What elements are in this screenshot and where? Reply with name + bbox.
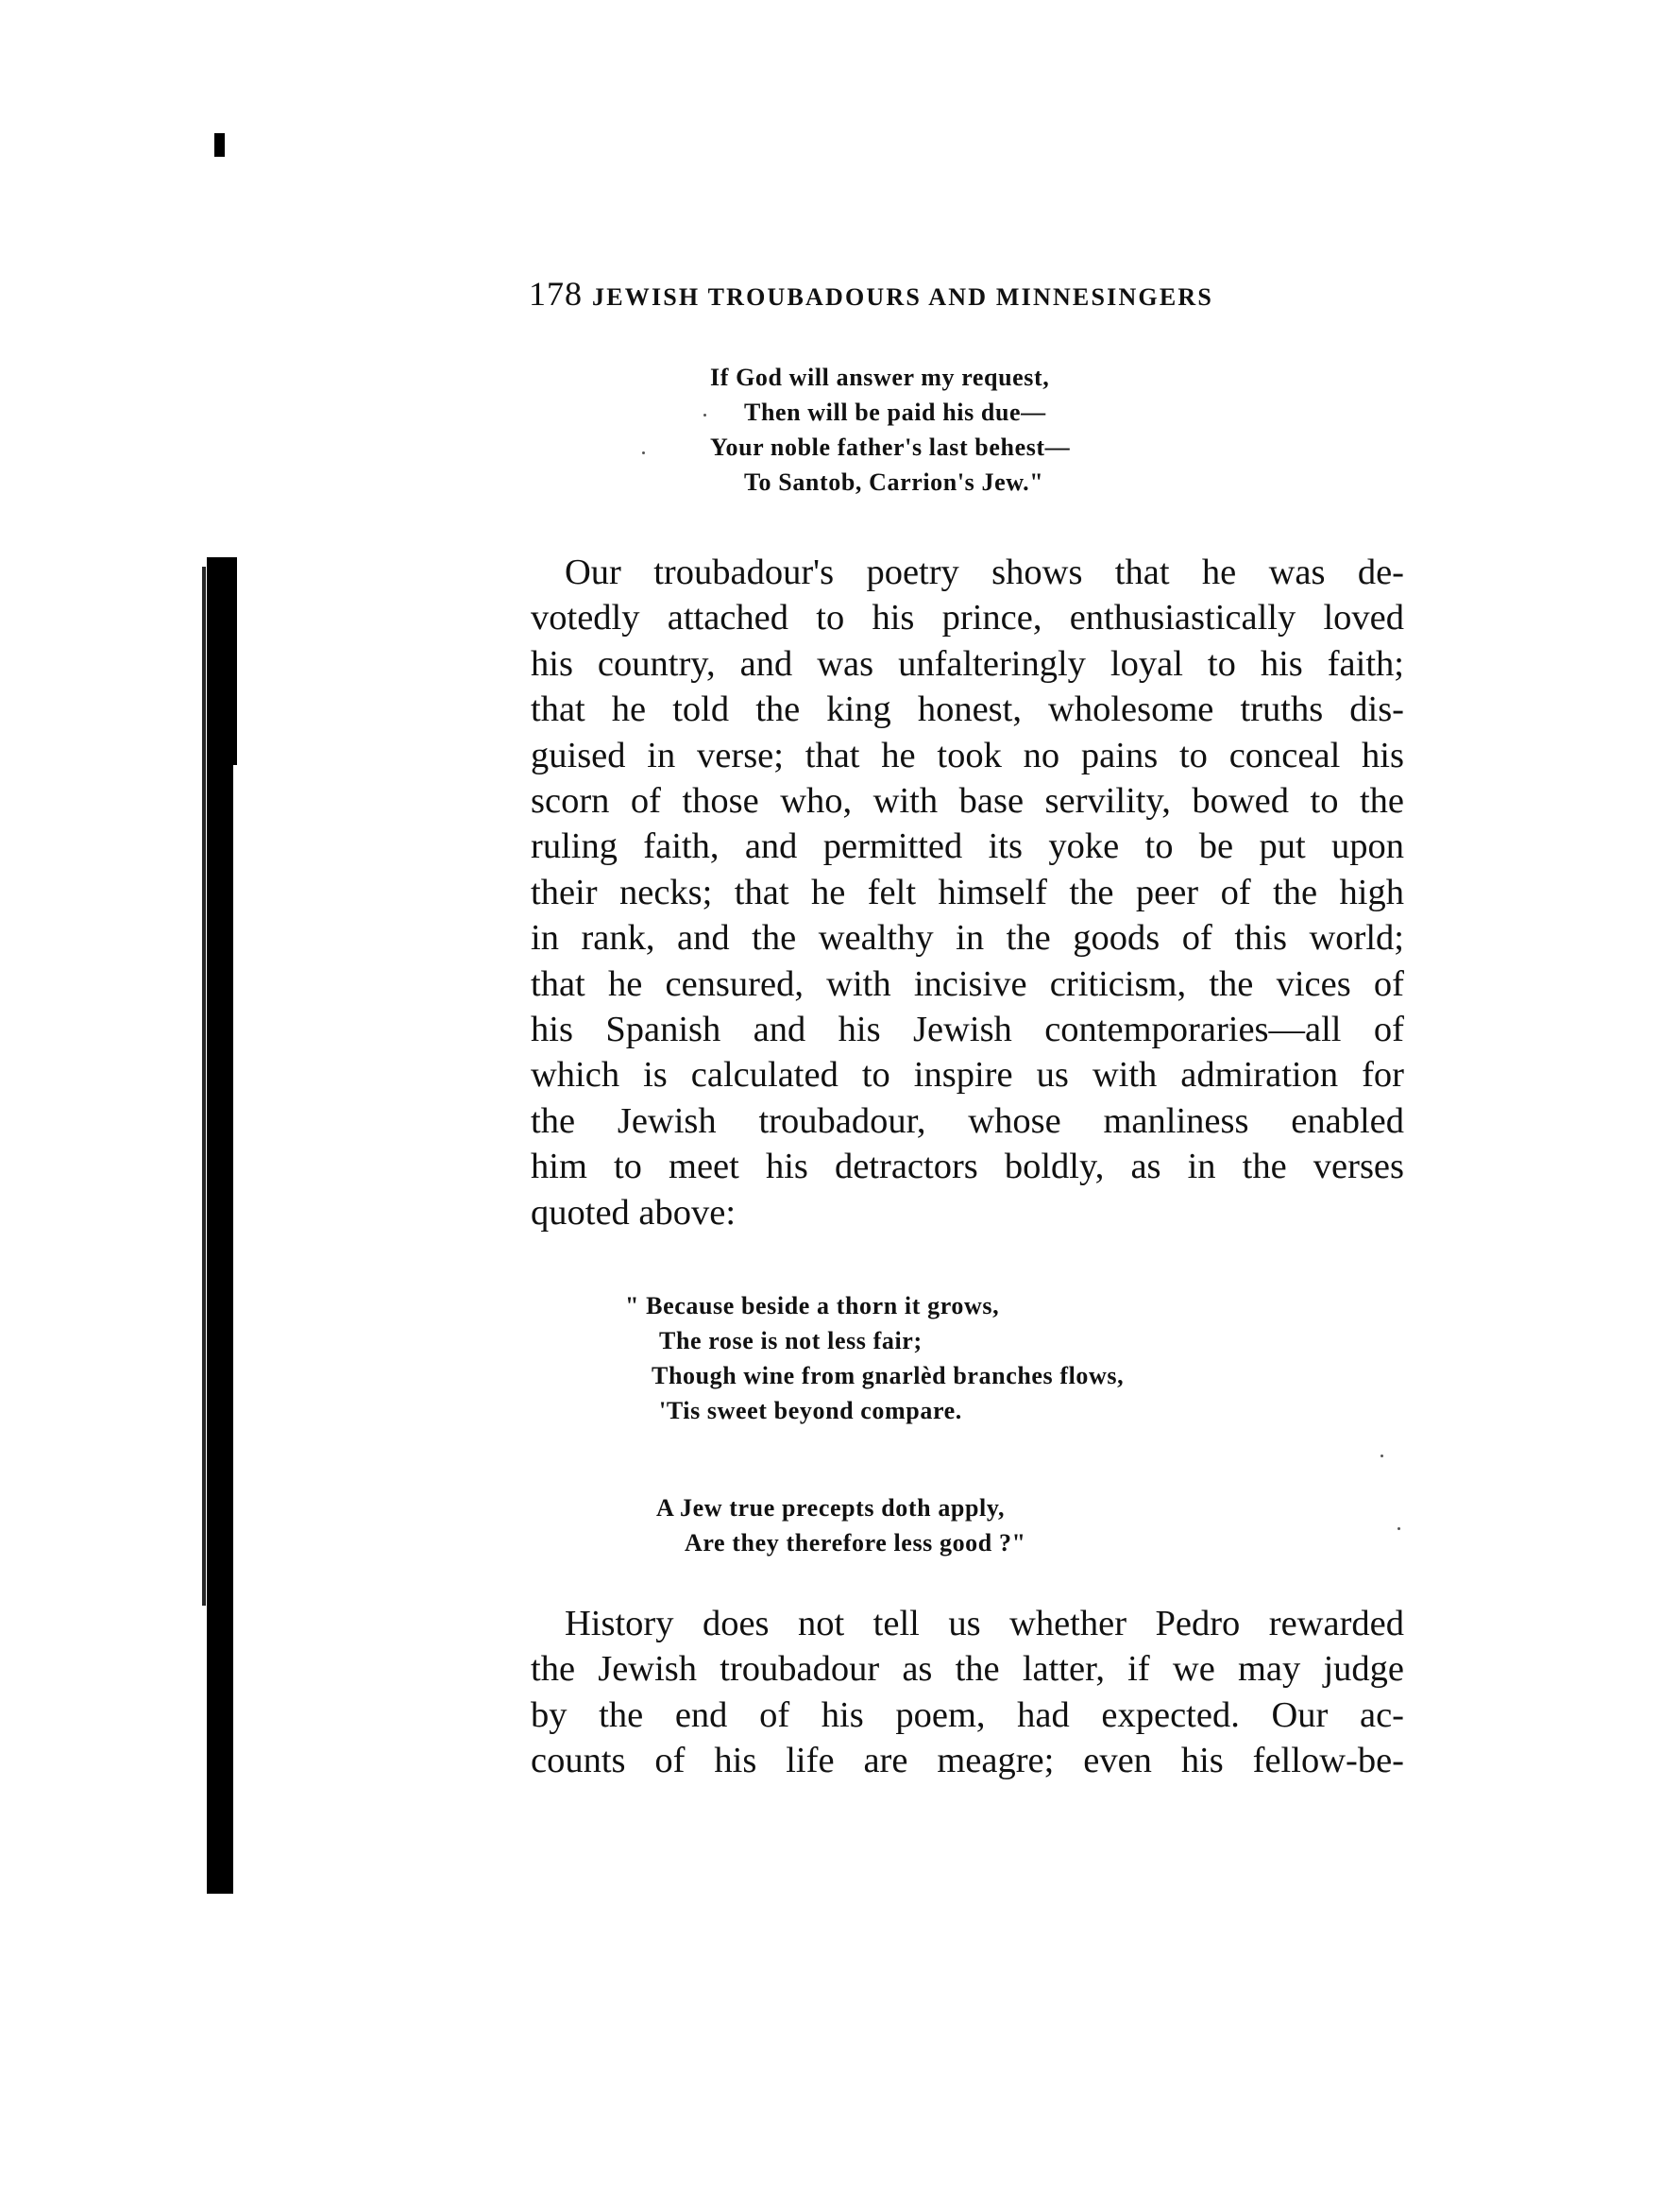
text-line: counts of his life are meagre; even his fellow-be- [531, 1741, 1404, 1781]
text-line: the Jewish troubadour, whose manliness enabled [531, 1100, 1404, 1141]
verse-block-bottom [656, 1490, 1026, 1560]
text-line: guised in verse; that he took no pains to conceal his [531, 735, 1404, 775]
verse-block-top [710, 360, 1070, 500]
text-line: the Jewish troubadour as the latter, if we may judge [531, 1649, 1404, 1690]
text-line: which is calculated to inspire us with admiration for [531, 1055, 1404, 1096]
running-head [529, 274, 1435, 312]
scan-mark [214, 133, 225, 157]
text-line: his Spanish and his Jewish contemporaries—all of [531, 1010, 1404, 1050]
text-line: Our troubadour's poetry shows that he was de- [565, 553, 1404, 592]
text-line: by the end of his poem, had expected. Our ac- [531, 1694, 1404, 1735]
page-number: 178 [529, 275, 583, 313]
verse-line: 'Tis sweet beyond compare. [659, 1397, 962, 1424]
verse-line: Then will be paid his due— [744, 399, 1046, 426]
scan-speck [703, 414, 706, 417]
verse-line: Your noble father's last behest— [710, 434, 1071, 461]
text-line: votedly attached to his prince, enthusiastically loved [531, 598, 1404, 638]
verse-line: If God will answer my request, [710, 364, 1050, 391]
text-line: in rank, and the wealthy in the goods of this world; [531, 918, 1404, 959]
text-line: his country, and was unfalteringly loyal to his faith; [531, 643, 1404, 684]
binding-shadow-edge [202, 567, 206, 1606]
verse-line: A Jew true precepts doth apply, [656, 1494, 1006, 1522]
text-line: scorn of those who, with base servility, bowed to the [531, 781, 1404, 822]
verse-line: Though wine from gnarlèd branches flows, [652, 1362, 1125, 1389]
body-paragraph-1 [531, 550, 1404, 1235]
scan-speck [642, 451, 645, 454]
verse-block-middle [625, 1288, 1124, 1428]
text-line: that he censured, with incisive criticism, the vices of [531, 963, 1404, 1004]
running-head-title: JEWISH TROUBADOURS AND MINNESINGERS [592, 283, 1214, 311]
verse-line: The rose is not less fair; [659, 1327, 923, 1354]
scan-speck [1397, 1527, 1400, 1530]
text-line: their necks; that he felt himself the peer of the high [531, 872, 1404, 912]
verse-line: Are they therefore less good ?" [685, 1529, 1026, 1557]
binding-shadow-notch [233, 557, 237, 765]
binding-shadow-bar [207, 557, 233, 1894]
text-line: quoted above: [531, 1192, 737, 1233]
verse-line: " Because beside a thorn it grows, [625, 1292, 1000, 1319]
text-line: that he told the king honest, wholesome truths dis- [531, 689, 1404, 730]
body-paragraph-2 [531, 1601, 1404, 1784]
verse-line: To Santob, Carrion's Jew." [744, 468, 1044, 496]
text-line: ruling faith, and permitted its yoke to be put upon [531, 826, 1404, 867]
text-line: History does not tell us whether Pedro rewarded [565, 1604, 1404, 1643]
text-line: him to meet his detractors boldly, as in the verses [531, 1147, 1404, 1187]
scan-speck [1381, 1455, 1383, 1457]
